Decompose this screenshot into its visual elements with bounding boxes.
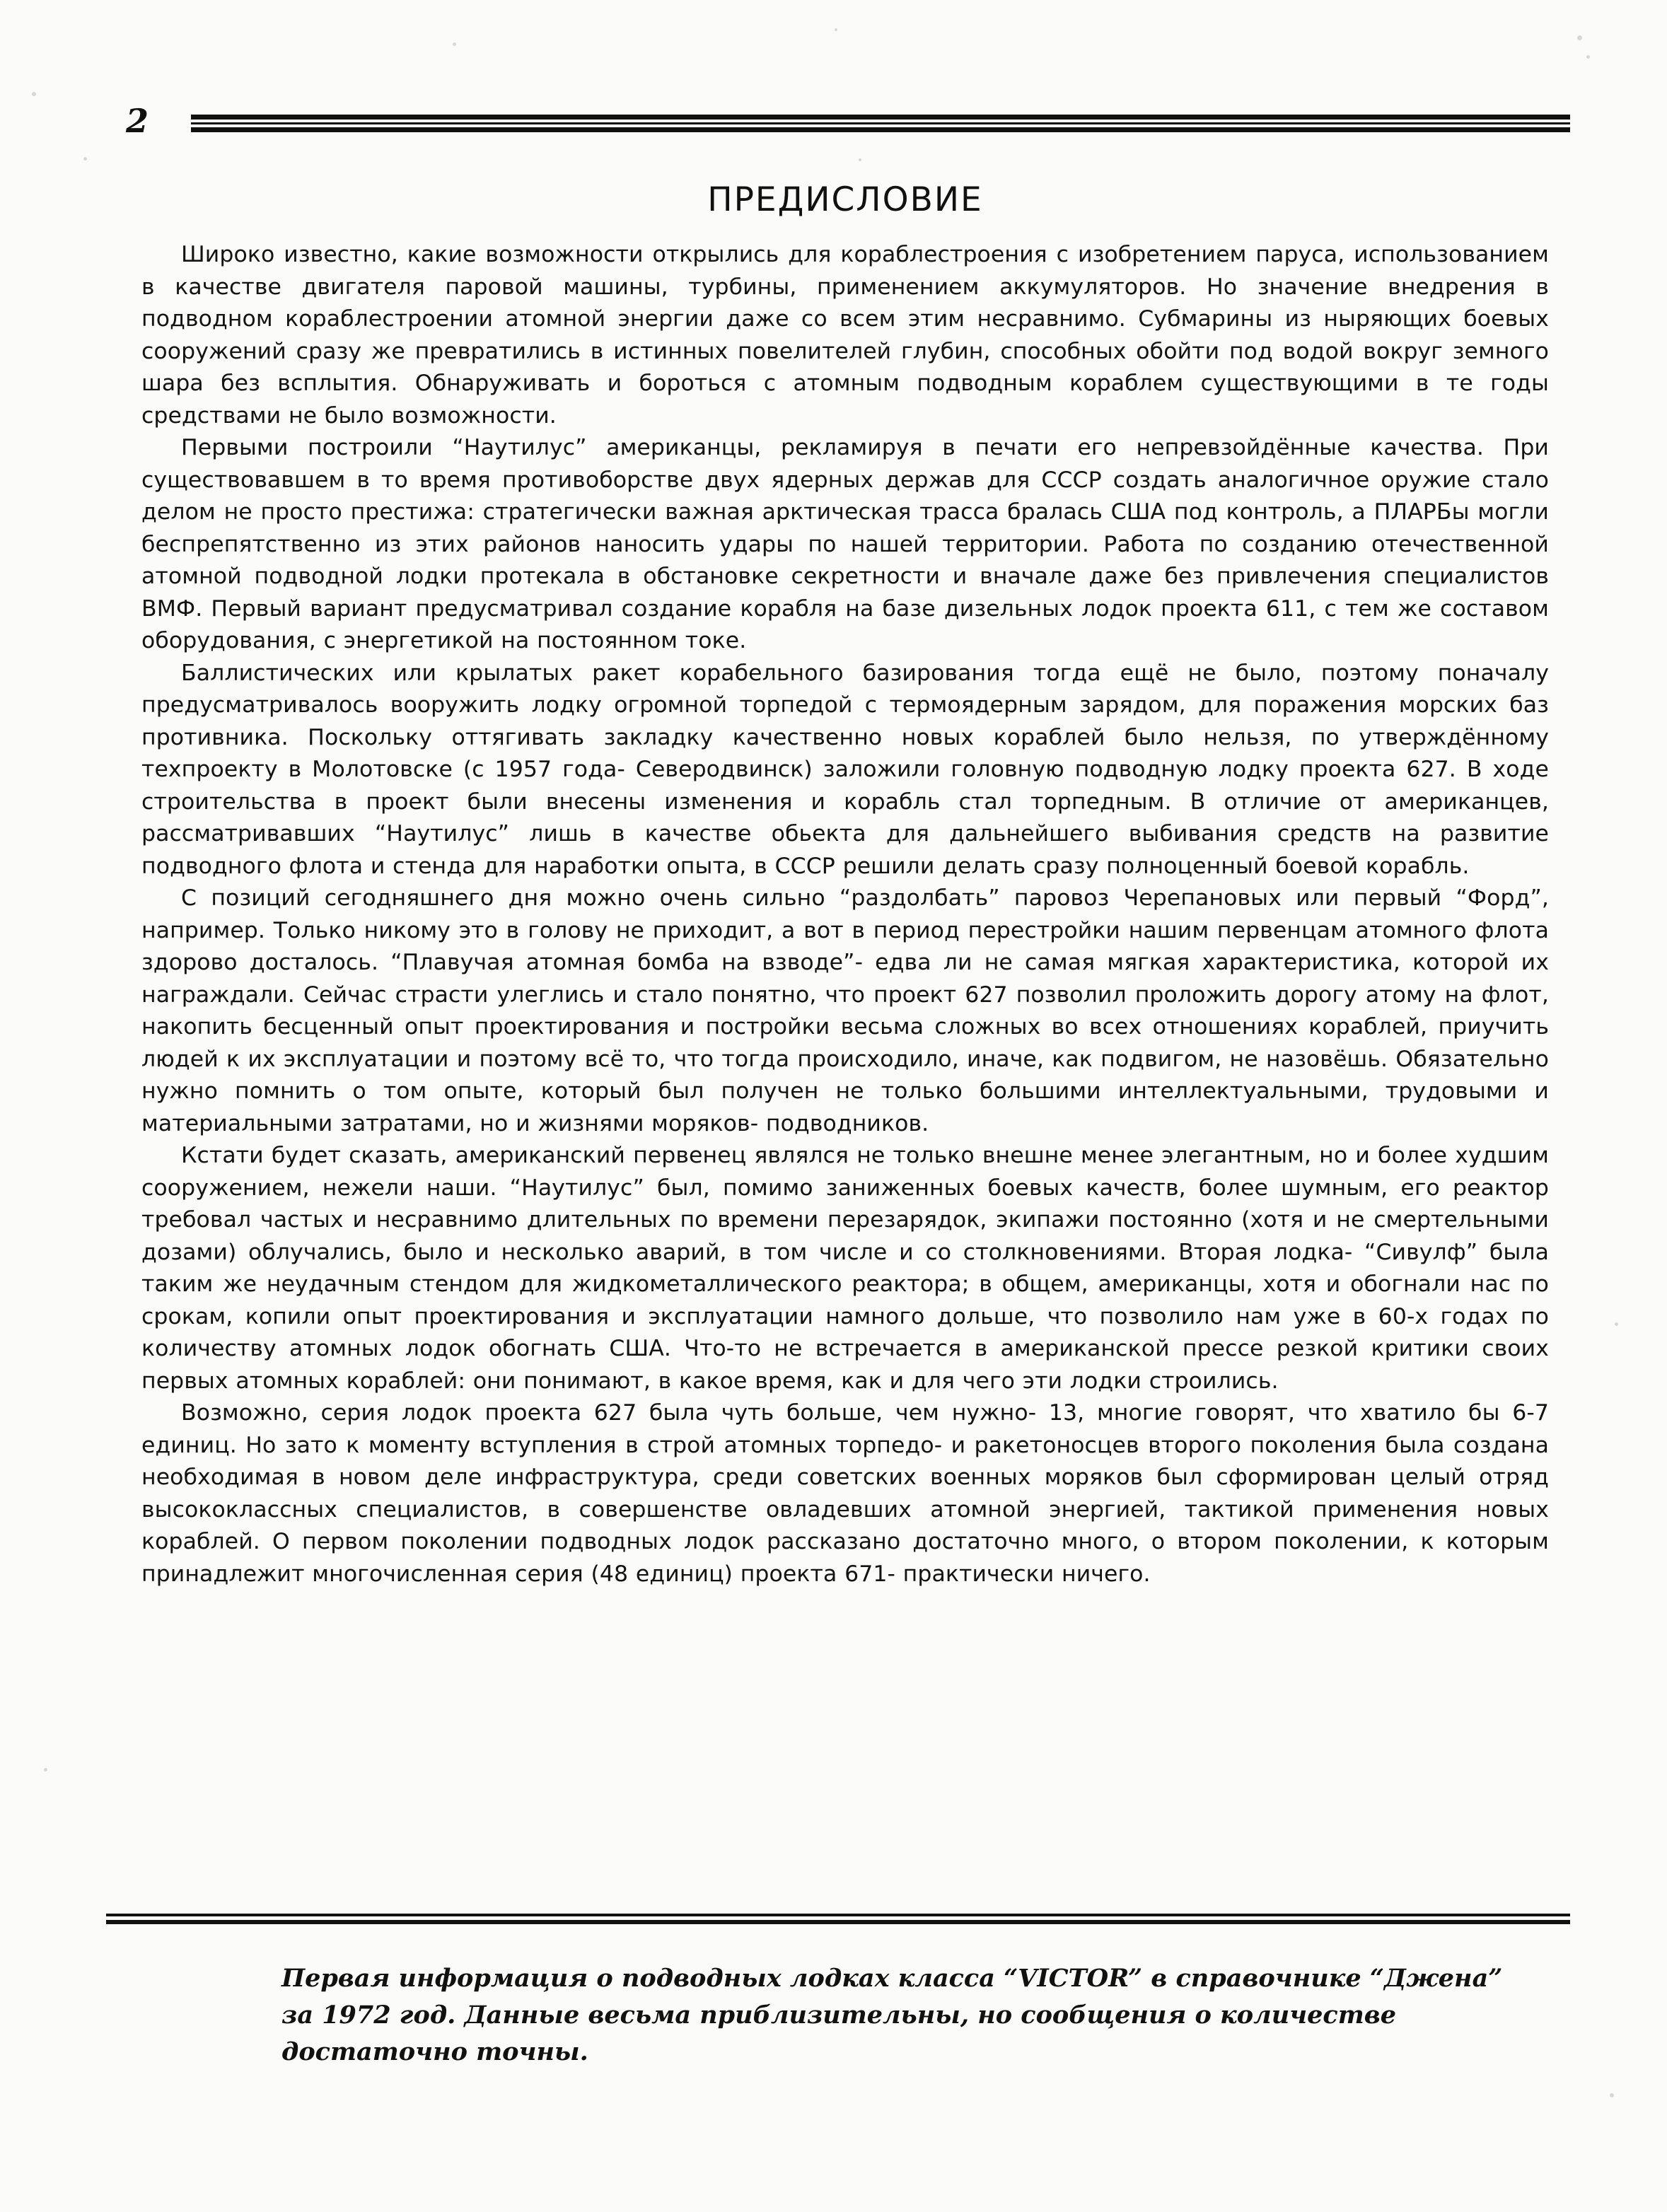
scan-speck	[1615, 1322, 1618, 1326]
scan-speck	[1577, 35, 1582, 40]
scan-speck	[453, 42, 456, 46]
scan-speck	[83, 157, 87, 161]
page-header	[106, 102, 1570, 149]
figure-caption: Первая информация о подводных лодках класса “VICTOR” в справочнике “Джена” за 1972 год. Данные весьма приблизительны, но сообщения о количестве достаточно точны.	[281, 1964, 1503, 2066]
scan-speck	[859, 158, 861, 161]
body-paragraph: Широко известно, какие возможности открылись для кораблестроения с изобретением паруса, использованием в качестве двигателя паровой машины, турбины, применением аккумуляторов. Но значение внедрения в подводном кораблестроении атомной энергии даже со всем этим несравнимо. Субмарины из ныряющих боевых сооружений сразу же превратились в истинных повелителей глубин, способных обойти под водой вокруг земного шара без всплытия. Обнаруживать и бороться с атомным подводным кораблем существующими в те годы средствами не было возможности.	[141, 242, 1549, 429]
scan-speck	[1586, 55, 1590, 59]
body-paragraph: Первыми построили “Наутилус” американцы, рекламируя в печати его непревзойдённые качества. При существовавшем в то время противоборстве двух ядерных держав для СССР создать аналогичное оружие стало делом не просто престижа: стратегически важная арктическая трасса бралась США под контроль, а ПЛАРБы могли беспрепятственно из этих районов наносить удары по нашей территории. Работа по созданию отечественной атомной подводной лодки протекала в обстановке секретности и вначале даже без привлечения специалистов ВМФ. Первый вариант предусматривал создание корабля на базе дизельных лодок проекта 611, с тем же составом оборудования, с энергетикой на постоянном токе.	[141, 435, 1549, 653]
header-rule	[191, 115, 1570, 133]
footer-rule	[106, 1914, 1570, 1925]
scan-speck	[32, 92, 36, 96]
body-paragraph: Возможно, серия лодок проекта 627 была чуть больше, чем нужно- 13, многие говорят, что хватило бы 6-7 единиц. Но зато к моменту вступления в строй атомных торпедо- и ракетоносцев второго поколения была создана необходимая в новом деле инфраструктура, среди советских военных моряков был сформирован целый отряд высококлассных специалистов, в совершенстве овладевших атомной энергией, тактикой применения новых кораблей. О первом поколении подводных лодок рассказано достаточно много, о втором поколении, к которым принадлежит многочисленная серия (48 единиц) проекта 671- практически ничего.	[141, 1400, 1549, 1587]
document-title: ПРЕДИСЛОВИЕ	[707, 180, 983, 219]
scan-speck	[1610, 2093, 1614, 2097]
body-paragraph: Кстати будет сказать, американский первенец являлся не только внешне менее элегантным, но и более худшим сооружением, нежели наши. “Наутилус” был, помимо заниженных боевых качеств, более шумным, его реактор требовал частых и несравнимо длительных по времени перезарядок, экипажи постоянно (хотя и не смертельными дозами) облучались, было и несколько аварий, в том числе и со столкновениями. Вторая лодка- “Сивулф” была таким же неудачным стендом для жидкометаллического реактора; в общем, американцы, хотя и обогнали нас по срокам, копили опыт проектирования и эксплуатации намного дольше, что позволило нам уже в 60-х годах по количеству атомных лодок обогнать США. Что-то не встречается в американской прессе резкой критики своих первых атомных кораблей: они понимают, в какое время, как и для чего эти лодки строились.	[141, 1143, 1549, 1394]
body-paragraph: Баллистических или крылатых ракет корабельного базирования тогда ещё не было, поэтому поначалу предусматривалось вооружить лодку огромной торпедой с термоядерным зарядом, для поражения морских баз противника. Поскольку оттягивать закладку качественно новых кораблей было нельзя, по утверждённому техпроекту в Молотовске (с 1957 года- Северодвинск) заложили головную подводную лодку проекта 627. В ходе строительства в проект были внесены изменения и корабль стал торпедным. В отличие от американцев, рассматривавших “Наутилус” лишь в качестве обьекта для дальнейшего выбивания средств на развитие подводного флота и стенда для наработки опыта, в СССР решили делать сразу полноценный боевой корабль.	[141, 660, 1549, 879]
page-number: 2	[126, 102, 149, 140]
scan-speck	[835, 28, 837, 31]
document-body	[141, 180, 1549, 1590]
scan-speck	[44, 1768, 47, 1771]
body-paragraph: С позиций сегодняшнего дня можно очень сильно “раздолбать” паровоз Черепановых или первый “Форд”, например. Только никому это в голову не приходит, а вот в период перестройки нашим первенцам атомного флота здорово досталось. “Плавучая атомная бомба на взводе”- едва ли не самая мягкая характеристика, которой их награждали. Сейчас страсти улеглись и стало понятно, что проект 627 позволил проложить дорогу атому на флот, накопить бесценный опыт проектирования и постройки весьма сложных во всех отношениях кораблей, приучить людей к их эксплуатации и поэтому всё то, что тогда происходило, иначе, как подвигом, не назовёшь. Обязательно нужно помнить о том опыте, который был получен не только большими интеллектуальными, трудовыми и материальными затратами, но и жизнями моряков- подводников.	[141, 885, 1549, 1136]
